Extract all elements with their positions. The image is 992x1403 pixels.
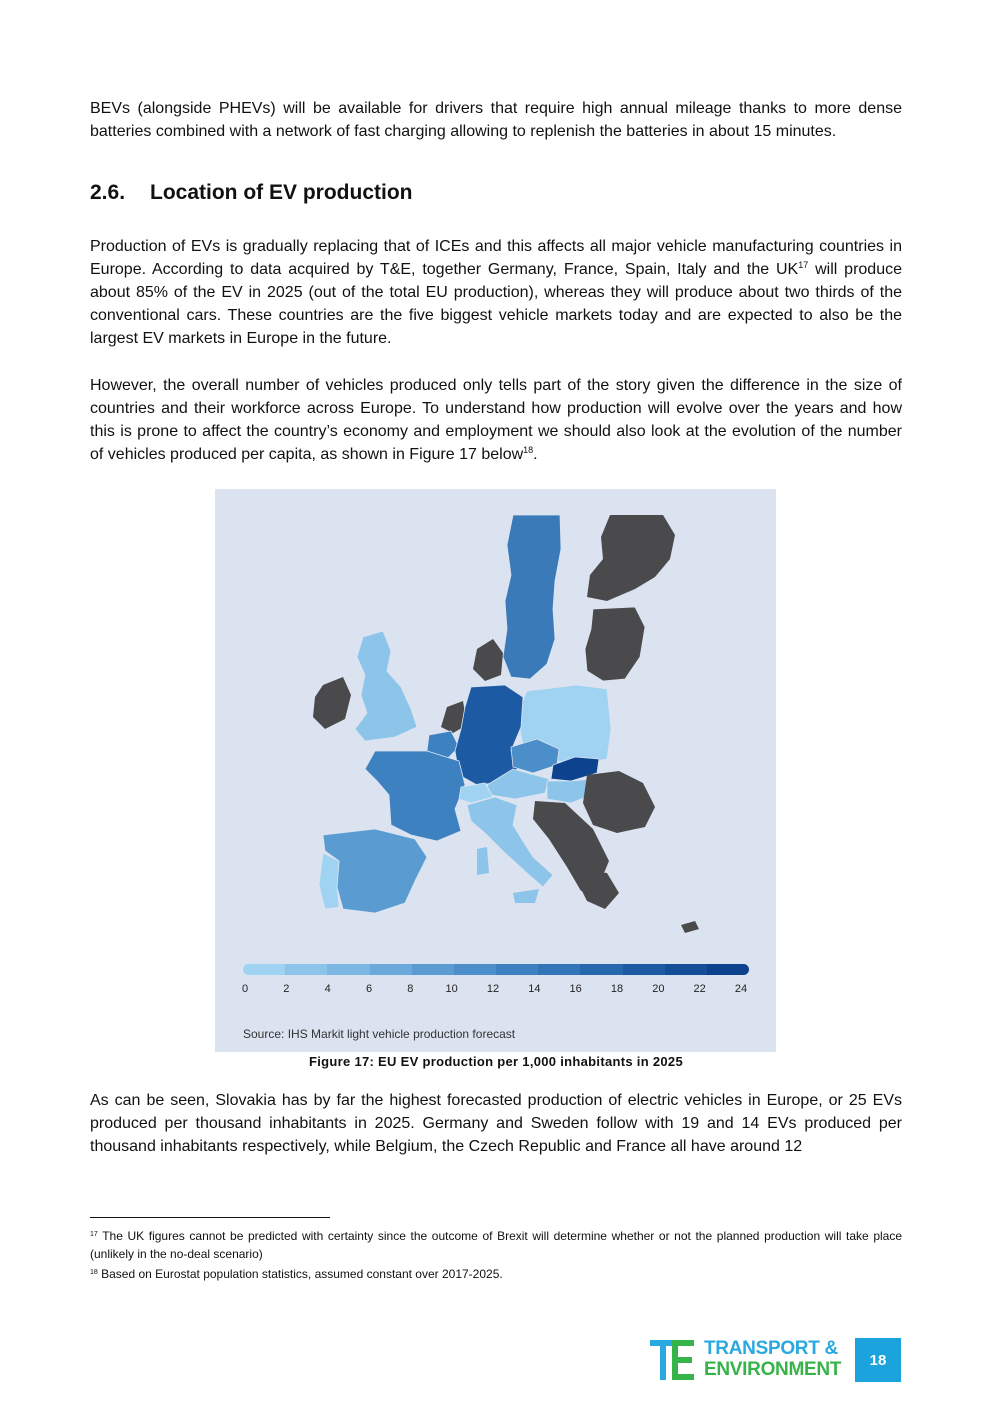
page-number: 18	[855, 1338, 901, 1382]
paragraph-text: will produce about 85% of the EV in 2025 (out of the total EU production), whereas they will produce about two thirds of the conventional cars. These countries are the five biggest vehicle markets today and are expected to also be the largest EV markets in Europe in the future.	[90, 261, 903, 347]
map-region-ireland	[313, 677, 351, 729]
map-region-sicily	[513, 889, 539, 903]
map-region-cyprus	[681, 921, 699, 933]
color-scale-tick-label: 2	[283, 983, 290, 995]
color-scale-tick-label: 0	[241, 983, 249, 995]
color-scale-step	[412, 964, 454, 975]
footnote-ref-17[interactable]: 17	[798, 260, 809, 270]
map-region-belarus	[611, 689, 655, 769]
color-scale-tick-label: 16	[569, 983, 582, 995]
te-logo-icon	[650, 1338, 696, 1382]
footnote-18	[90, 1265, 902, 1283]
logo-wordmark	[704, 1338, 841, 1380]
color-scale-step	[496, 964, 538, 975]
color-scale-step	[370, 964, 412, 975]
paragraph-per-capita	[90, 374, 902, 466]
section-heading	[90, 181, 412, 205]
map-region-denmark	[473, 639, 503, 681]
map-region-france	[365, 751, 465, 841]
europe-map	[215, 489, 776, 959]
color-scale-tick-label: 10	[445, 983, 458, 995]
map-region-portugal	[319, 853, 339, 909]
color-scale-bar	[243, 964, 749, 975]
paragraph-text: Production of EVs is gradually replacing that of ICEs and this affects all major vehicle manufacturing countries in Europe. According to data acquired by T&E, together Germany, France, Spain, Italy and the UK	[90, 238, 902, 278]
paragraph-text: However, the overall number of vehicles produced only tells part of the story given the difference in the size of countries and their workforce across Europe. To understand how production will evolve over the years and how this is prone to affect the country’s economy and employment we should also look at the evolution of the number of vehicles produced per capita, as shown in Figure 17 below	[90, 377, 902, 463]
map-region-finland	[587, 515, 675, 601]
figure-source: Source: IHS Markit light vehicle production forecast	[243, 1027, 516, 1041]
color-scale-step	[285, 964, 327, 975]
color-scale-tick-label: 22	[693, 983, 706, 995]
map-region-greece	[577, 869, 619, 909]
logo-line-1: TRANSPORT &	[704, 1338, 838, 1359]
color-scale-tick-label: 18	[610, 983, 624, 995]
paragraph-slovakia: As can be seen, Slovakia has by far the highest forecasted production of electric vehicles in Europe, or 25 EVs produced per thousand inhabitants in 2025. Germany and Sweden follow with 19 and 14 EVs produced per thousand inhabitants respectively, while Belgium, the Czech Republic and France all have around 12	[90, 1092, 902, 1155]
color-scale-step	[623, 964, 665, 975]
color-scale-step	[243, 964, 285, 975]
footnote-17	[90, 1227, 902, 1263]
color-scale-step	[327, 964, 369, 975]
map-region-romania	[583, 771, 655, 833]
intro-paragraph: BEVs (alongside PHEVs) will be available for drivers that require high annual mileage thanks to more dense batteries combined with a network of fast charging allowing to replenish the batteries in about 15 minutes.	[90, 100, 902, 140]
footnote-ref-18[interactable]: 18	[523, 445, 534, 455]
europe-ev-map-figure	[215, 489, 776, 1052]
figure-caption: Figure 17: EU EV production per 1,000 inhabitants in 2025	[309, 1054, 683, 1069]
footnote-marker: 18	[90, 1269, 98, 1276]
logo-line-2: ENVIRONMENT	[704, 1359, 842, 1380]
color-scale-tick-label: 6	[365, 983, 373, 995]
color-scale-step	[454, 964, 496, 975]
color-scale-step	[580, 964, 622, 975]
footnote-divider	[90, 1217, 330, 1218]
map-region-sweden	[503, 515, 561, 679]
color-scale-tick-label: 24	[734, 983, 748, 995]
color-scale-step	[707, 964, 749, 975]
section-number: 2.6.	[90, 181, 126, 204]
map-region-baltics	[585, 607, 645, 681]
transport-environment-logo	[650, 1338, 850, 1382]
map-region-sardinia	[477, 847, 489, 875]
color-scale-step	[538, 964, 580, 975]
color-scale-tick-label: 8	[407, 983, 414, 995]
color-scale-step	[665, 964, 707, 975]
paragraph-production	[90, 235, 902, 350]
color-scale-labels	[235, 983, 775, 997]
section-title: Location of EV production	[150, 181, 413, 204]
footnote-marker: 17	[90, 1231, 98, 1238]
color-scale-tick-label: 14	[528, 983, 541, 995]
color-scale-tick-label: 12	[486, 983, 500, 995]
color-scale-tick-label: 4	[324, 983, 331, 995]
paragraph-text: .	[533, 446, 538, 463]
map-region-uk	[355, 631, 417, 741]
footnote-text: Based on Eurostat population statistics, assumed constant over 2017-2025.	[97, 1267, 503, 1281]
color-scale-tick-label: 20	[652, 983, 665, 995]
footnote-text: The UK figures cannot be predicted with certainty since the outcome of Brexit will determine whether or not the planned production will take place (unlikely in the no-deal scenario)	[90, 1229, 902, 1261]
